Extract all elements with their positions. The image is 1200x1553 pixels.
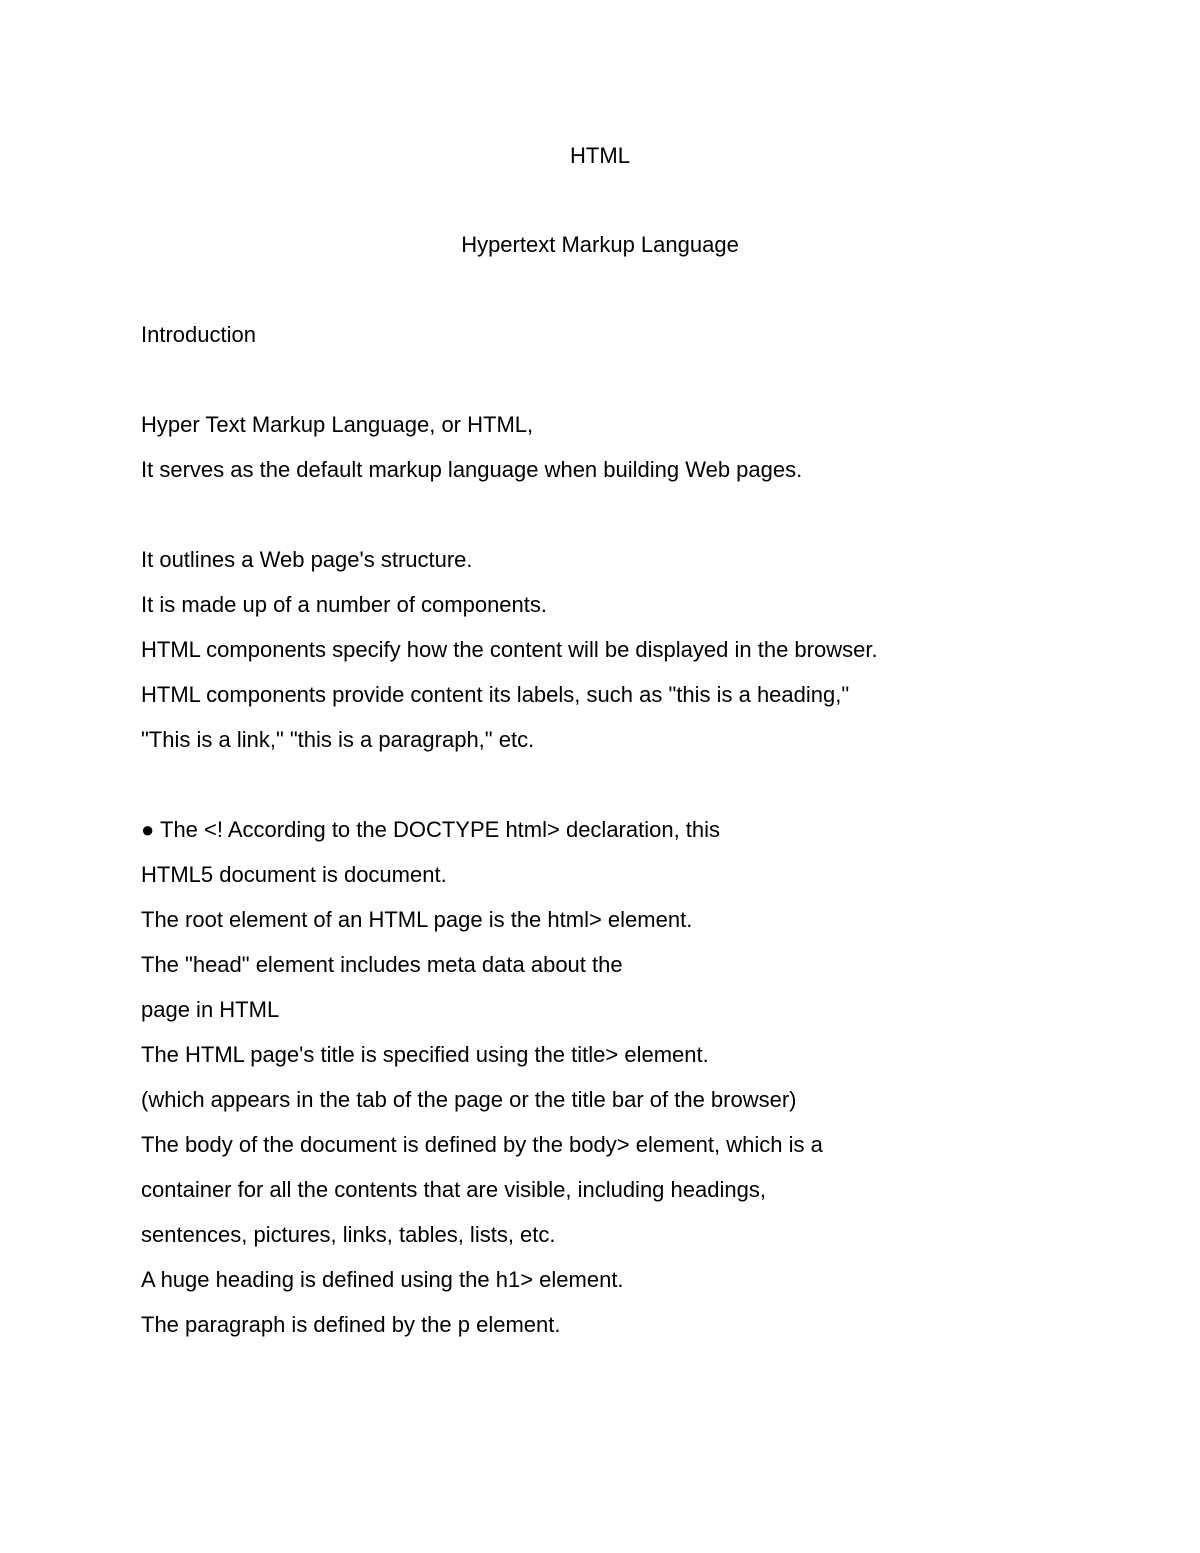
document-subtitle: Hypertext Markup Language [461,232,739,257]
text-line: "This is a link," "this is a paragraph," etc. [141,727,535,752]
section-heading: Introduction [141,322,256,347]
text-line: It outlines a Web page's structure. [141,547,473,572]
document-body [141,322,1141,1357]
text-line: The HTML page's title is specified using the title> element. [141,1042,709,1067]
text-line: It is made up of a number of components. [141,592,548,617]
text-line: The "head" element includes meta data about the [141,952,623,977]
text-line: page in HTML [141,997,280,1022]
text-line: HTML components specify how the content will be displayed in the browser. [141,637,878,662]
text-line: (which appears in the tab of the page or the title bar of the browser) [141,1087,797,1112]
bullet-line: ● The <! According to the DOCTYPE html> declaration, this [141,817,721,842]
text-line: The body of the document is defined by the body> element, which is a [141,1132,823,1157]
text-line: The root element of an HTML page is the html> element. [141,907,693,932]
text-line: Hyper Text Markup Language, or HTML, [141,412,534,437]
text-line: HTML components provide content its labels, such as "this is a heading," [141,682,850,707]
text-line: It serves as the default markup language when building Web pages. [141,457,803,482]
text-line: sentences, pictures, links, tables, lists, etc. [141,1222,556,1247]
text-line: HTML5 document is document. [141,862,447,887]
blank-line [141,772,1141,817]
blank-line [141,367,1141,412]
text-line: A huge heading is defined using the h1> element. [141,1267,624,1292]
text-line: container for all the contents that are visible, including headings, [141,1177,766,1202]
text-line: The paragraph is defined by the p element. [141,1312,561,1337]
document-title: HTML [570,143,630,168]
blank-line [141,502,1141,547]
